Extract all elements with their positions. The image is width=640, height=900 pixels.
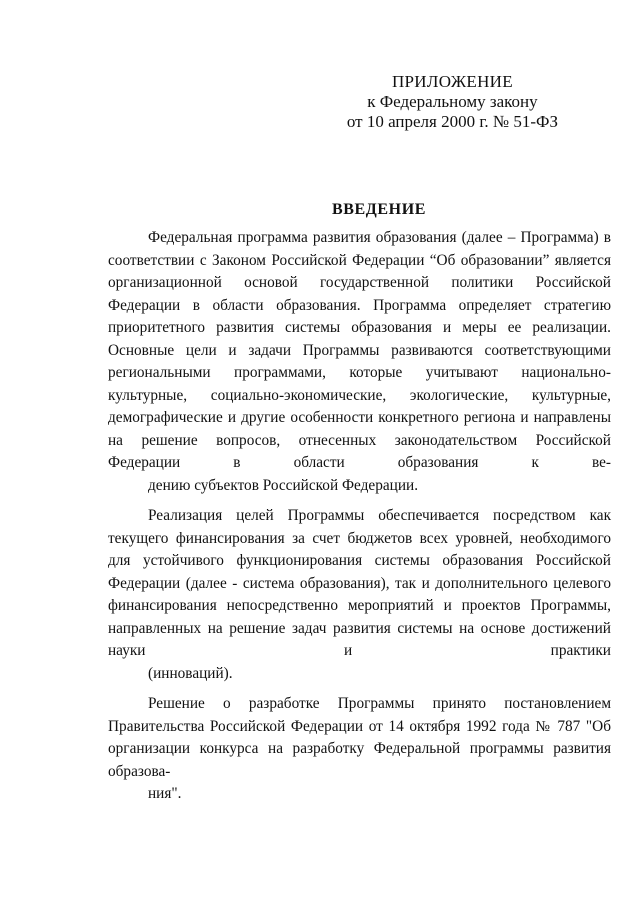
paragraph-3-last-line: ния". [148,785,182,802]
appendix-law-reference: к Федеральному закону [367,92,538,111]
paragraph-3 [108,693,611,806]
appendix-header [347,72,558,132]
paragraph-1 [108,227,611,497]
paragraph-2-last-line: (инноваций). [148,664,233,682]
appendix-title: ПРИЛОЖЕНИЕ [391,72,513,91]
paragraph-2-text: Реализация целей Программы обеспечивается посредством как текущего финансирования за счет бюджетов всех уровней, необходимого для устойчивого функционирования системы образования Российской Федерации (далее - система образования), так и дополнительного целевого финансирования непосредственно мероприятий и проектов Программы, направленных на решение задач развития системы на основе достижений науки и практики [108,507,611,659]
paragraph-3-text: Решение о разработке Программы принято постановлением Правительства Российской Федерации от 14 октября 1992 года № 787 "Об организации конкурса на разработку Федеральной программы развития образова- [108,695,611,780]
appendix-law-date-number: от 10 апреля 2000 г. № 51-ФЗ [346,112,558,131]
document-body [108,227,611,806]
section-heading: ВВЕДЕНИЕ [331,201,427,218]
paragraph-2 [108,505,611,685]
paragraph-1-last-line: дению субъектов Российской Федерации. [148,476,419,494]
paragraph-1-text: Федеральная программа развития образования (далее – Программа) в соответствии с Законом Российской Федерации “Об образовании” является организационной основой государственной политики Российской Федерации в области образования. Программа определяет стратегию приоритетного развития системы образования и меры ее реализации. Основные цели и задачи Программы развиваются соответствующими региональными программами, которые учитывают национально-культурные, социально-экономические, экологические, культурные, демографические и другие особенности конкретного региона и направлены на решение вопросов, отнесенных законодательством Российской Федерации в области образования к ве- [108,229,611,471]
